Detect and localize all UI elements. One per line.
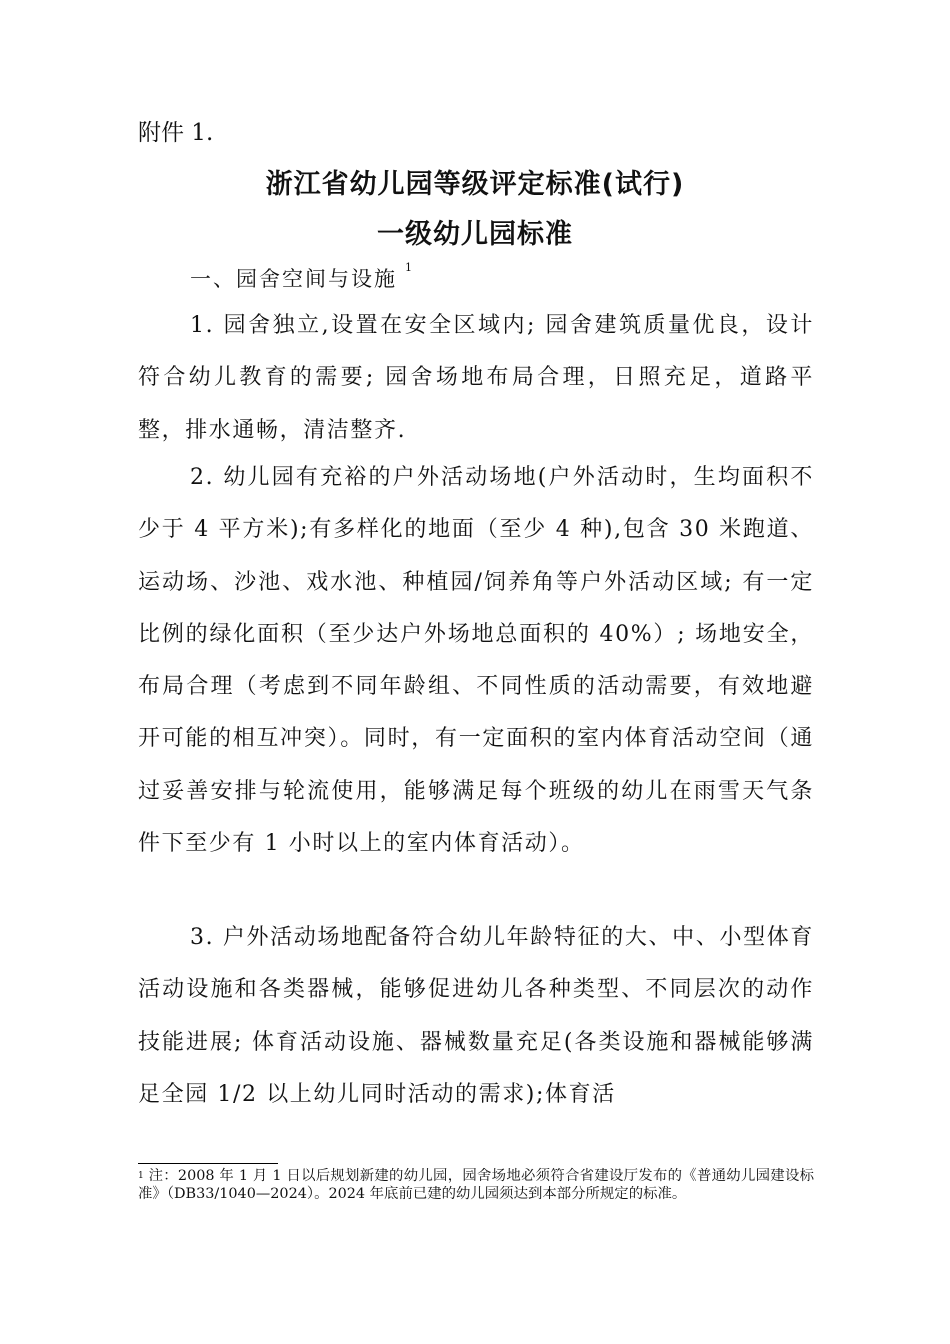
attachment-label: 附件 1. <box>138 120 214 146</box>
paragraph-2 <box>138 452 814 870</box>
section-heading <box>190 263 414 293</box>
footnote-divider <box>138 1163 278 1164</box>
paragraph-3 <box>138 912 814 1121</box>
footnote <box>138 1167 814 1203</box>
document-subtitle: 一级幼儿园标准 <box>377 219 573 250</box>
footnote-text: 注：2008 年 1 月 1 日以后规划新建的幼儿园，园舍场地必须符合省建设厅发布的《普通幼儿园建设标准》（DB33/1040—2024）。2024 年底前已建的幼儿园须达到本部分所规定的标准。 <box>138 1168 814 1202</box>
paragraph-1 <box>138 300 814 457</box>
paragraph-1-text: 1. 园舍独立,设置在安全区域内; 园舍建筑质量优良，设计符合幼儿教育的需要; 园舍场地布局合理，日照充足，道路平整，排水通畅，清洁整齐. <box>138 313 814 443</box>
paragraph-3-text: 3. 户外活动场地配备符合幼儿年龄特征的大、中、小型体育活动设施和各类器械，能够促进幼儿各种类型、不同层次的动作技能进展; 体育活动设施、器械数量充足(各类设施和器械能够满足全园 1/2 以上幼儿同时活动的需求);体育活 <box>138 925 814 1107</box>
footnote-marker: 1 <box>138 1171 144 1181</box>
section-heading-text: 一、园舍空间与设施 <box>190 267 397 291</box>
paragraph-2-text: 2. 幼儿园有充裕的户外活动场地(户外活动时，生均面积不少于 4 平方米);有多样化的地面（至少 4 种),包含 30 米跑道、运动场、沙池、戏水池、种植园/饲养角等户外活动区域; 有一定比例的绿化面积（至少达户外场地总面积的 40%）; 场地安全，布局合理（考虑到不同年龄组、不同性质的活动需要，有效地避开可能的相互冲突）。同时，有一定面积的室内体育活动空间（通过妥善安排与轮流使用，能够满足每个班级的幼儿在雨雪天气条件下至少有 1 小时以上的室内体育活动）。 <box>138 465 814 857</box>
document-title: 浙江省幼儿园等级评定标准(试行) <box>265 169 685 200</box>
footnote-reference: 1 <box>405 261 414 274</box>
